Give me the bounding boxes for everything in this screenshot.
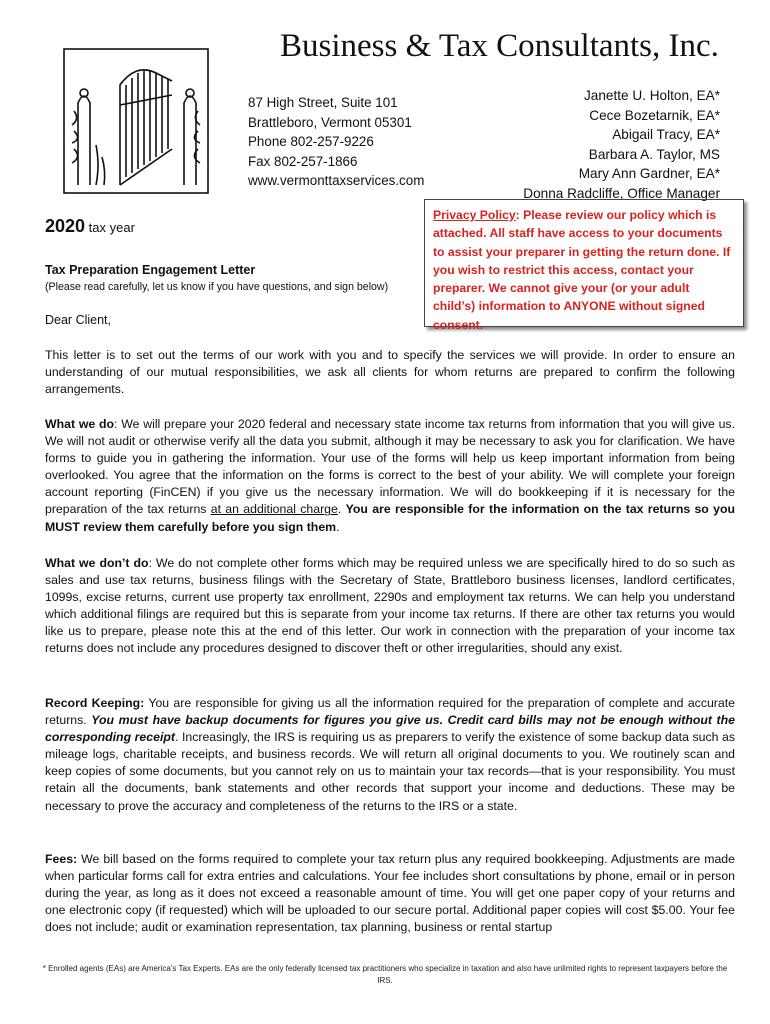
what-we-do-end: . [336, 519, 340, 534]
staff-member: Donna Radcliffe, Office Manager [523, 185, 720, 201]
responsibility-statement: You are responsible for the information on the tax returns so you MUST review them carefully before you sign them [45, 502, 735, 534]
address-website[interactable]: www.vermonttaxservices.com [248, 173, 425, 188]
firm-address [248, 93, 424, 191]
what-we-do-text: : We will prepare your 2020 federal and necessary state income tax returns from information that you will give us. We will not audit or otherwise verify all the data you submit, although it may be necessary to ask you for clarification. We have forms to guide you in gathering the information. Your use of the forms will help us keep important information from being overlooked. You agree that the information on the forms is correct to the best of your ability. We will complete your foreign account reporting (FinCEN) if you give us the necessary information. We will do bookkeeping if it is necessary for the preparation of the tax returns [45, 417, 736, 517]
staff-member: Mary Ann Gardner, EA* [578, 166, 720, 181]
tax-year-number: 2020 [45, 216, 86, 236]
address-city: Brattleboro, Vermont 05301 [248, 114, 412, 130]
salutation: Dear Client, [45, 313, 111, 327]
record-keeping-heading: Record Keeping: [45, 696, 145, 710]
fees-text: We bill based on the forms required to complete your tax return plus any required bookkeeping. Adjustments are made when particular forms call for extra entries and calculations. Your fee includes short consultations by phone, email or in person during the year, as long as it does not exceed a reasonable amount of time. You will get one paper copy of your returns and one electronic copy (if requested) which will be uploaded to our secure portal. Additional paper copies will cost $5.00. Your fee does not include; audit or examination representation, tax planning, business or rental startup [45, 852, 735, 935]
staff-member: Barbara A. Taylor, MS [588, 146, 720, 162]
footnote: * Enrolled agents (EAs) are America’s Tax Experts. EAs are the only federally licensed tax practitioners who specialize in taxation and also have unlimited rights to represent taxpayers before the IRS. [42, 964, 728, 985]
what-we-dont-paragraph [45, 555, 735, 658]
staff-member: Abigail Tracy, EA* [612, 127, 720, 142]
additional-charge-text: at an additional charge [210, 502, 338, 517]
privacy-policy-link[interactable]: Privacy Policy [433, 208, 516, 222]
what-we-do-heading: What we do [45, 417, 115, 431]
what-we-do-separator: . [337, 502, 346, 517]
tax-year-label: tax year [85, 220, 135, 235]
record-keeping-paragraph [45, 695, 735, 815]
gate-logo [60, 45, 212, 197]
staff-list [523, 86, 720, 203]
staff-member: Cece Bozetarnik, EA* [589, 107, 720, 123]
address-phone: Phone 802-257-9226 [248, 134, 374, 149]
staff-member: Janette U. Holton, EA* [583, 88, 720, 103]
what-we-do-paragraph [45, 416, 735, 536]
what-we-dont-heading: What we don’t do [45, 556, 149, 570]
fees-heading: Fees: [45, 852, 78, 866]
privacy-policy-text: : Please review our policy which is attached. All staff have access to your documents to assist your preparer in getting the return done. If you wish to restrict this access, contact your preparer. We cannot give your (or your adult child’s) information to ANYONE without signed consent. [433, 208, 731, 332]
tax-year [45, 216, 135, 237]
backup-documents-warning: You must have backup documents for figures you give us. Credit card bills may not be enough without the corresponding receipt [45, 713, 735, 745]
what-we-dont-text: : We do not complete other forms which may be required unless we are specifically hired to do so such as sales and use tax returns, business filings with the Secretary of State, Brattleboro business licenses, landlord certificates, 1099s, excise returns, current use property tax enrollment, 2290s and employment tax returns. We can help you understand which additional filings are required but this is separate from your income tax returns. If there are other tax returns you would like us to prepare, please note this at the end of this letter. Our work in connection with the preparation of your income tax returns does not include any procedures designed to discover theft or other irregularities, should any exist. [45, 556, 736, 656]
address-street: 87 High Street, Suite 101 [248, 95, 398, 110]
record-keeping-text-cont: . Increasingly, the IRS is requiring us as preparers to verify the existence of some backup data such as mileage logs, charitable receipts, and business records. We will return all original documents to you. We routinely scan and keep copies of some documents, but you cannot rely on us to maintain your tax records—that is your responsibility. You must retain all the documents, bank statements and other records that support your income and deductions. These may be necessary to prove the accuracy and completeness of the returns to the IRS or a state. [45, 730, 735, 813]
record-keeping-text: You are responsible for giving us all the information required for the preparation of complete and accurate returns. [45, 696, 735, 728]
fees-paragraph [45, 851, 735, 936]
privacy-policy-box [424, 199, 744, 332]
address-fax: Fax 802-257-1866 [248, 153, 358, 169]
firm-name: Business & Tax Consultants, Inc. [280, 28, 719, 64]
letter-instructions: (Please read carefully, let us know if you have questions, and sign below) [45, 281, 389, 293]
letter-title: Tax Preparation Engagement Letter [45, 263, 256, 277]
intro-paragraph: This letter is to set out the terms of our work with you and to specify the services we will provide. In order to ensure an understanding of our mutual responsibilities, we ask all clients for whom returns are prepared to confirm the following arrangements. [45, 348, 735, 397]
